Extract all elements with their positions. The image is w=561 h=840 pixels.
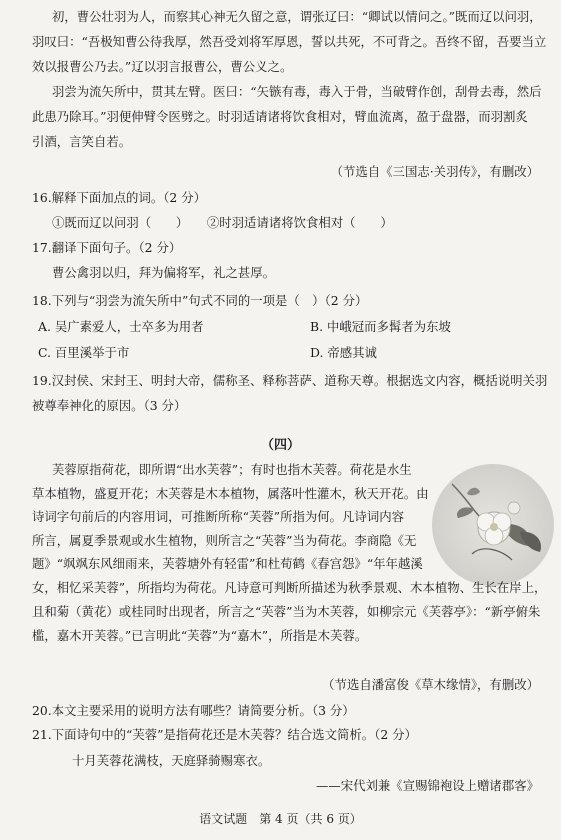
section4-row: 所言，属夏季景观或水生植物，则所言之“芙蓉”当为荷花。李商隐《无 bbox=[32, 532, 417, 548]
question-18: 18.下列与“羽尝为流矢所中”句式不同的一项是（ ）（2 分） bbox=[32, 293, 368, 308]
section4-paragraph-narrow bbox=[32, 458, 429, 576]
section4-row: 芙蓉原指荷花，即所谓“出水芙蓉”；有时也指木芙蓉。荷花是水生 bbox=[52, 462, 412, 477]
passage3-line-6: 引酒，言笑自若。 bbox=[32, 134, 132, 149]
question-19-line-2: 被尊奉神化的原因。（3 分） bbox=[32, 398, 187, 413]
section4-row: 诗词字句前后的内容用词，可推断所称“芙蓉”所指为何。凡诗词内容 bbox=[32, 509, 404, 525]
passage3-source: （节选自《三国志·关羽传》，有删改） bbox=[330, 164, 539, 179]
passage3-line-3: 效以报曹公乃去。”辽以羽言报曹公，曹公义之。 bbox=[32, 59, 293, 74]
q18-option-b: B. 中峨冠而多髯者为东坡 bbox=[310, 319, 451, 334]
flower-illustration-icon bbox=[432, 464, 554, 586]
page-footer: 语文试题 第 4 页（共 6 页） bbox=[199, 812, 362, 826]
section4-row: 题》“飒飒东风细雨来，芙蓉塘外有轻雷”和杜荀鹤《春宫怨》“年年越溪 bbox=[32, 556, 423, 572]
section4-full-line-2: 且和菊（黄花）或桂同时出现者，所言之“芙蓉”当为木芙蓉，如柳宗元《芙蓉亭》：“新亭俯朱 bbox=[32, 604, 541, 619]
question-17: 17.翻译下面句子。（2 分） bbox=[32, 240, 182, 255]
lotus-painting-image bbox=[432, 464, 554, 586]
question-21: 21.下面诗句中的“芙蓉”是指荷花还是木芙蓉？结合选文简析。（2 分） bbox=[32, 727, 417, 742]
section4-title: （四） bbox=[260, 438, 300, 453]
passage3-line-5: 此患乃除耳。”羽便伸臂令医劈之。时羽适请诸将饮食相对，臂血流离，盈于盘器，而羽割炙 bbox=[32, 109, 528, 124]
q18-option-c: C. 百里溪举于市 bbox=[38, 345, 130, 360]
q18-option-d: D. 帝感其诚 bbox=[310, 345, 377, 360]
question-19-line-1: 19.汉封侯、宋封王、明封大帝，儒称圣、释称菩萨、道称天尊。根据选文内容，概括说明关羽 bbox=[32, 373, 548, 388]
poem-line: 十月芙蓉花满枝，天庭驿骑赐寒衣。 bbox=[72, 753, 271, 768]
question-17-sentence: 曹公禽羽以归，拜为偏将军，礼之甚厚。 bbox=[52, 265, 276, 280]
question-20: 20.本文主要采用的说明方法有哪些？请简要分析。（3 分） bbox=[32, 703, 355, 718]
section4-row: 草本植物，盛夏开花；木芙蓉是木本植物，属落叶性灌木，秋天开花。由 bbox=[32, 485, 429, 501]
poem-attribution: ——宋代刘兼《宣赐锦袍设上赠诸郡客》 bbox=[315, 778, 539, 793]
question-16: 16.解释下面加点的词。（2 分） bbox=[32, 190, 207, 205]
section4-full-line-3: 槛，嘉木开芙蓉。”已言明此“芙蓉”为“嘉木”，所指是木芙蓉。 bbox=[32, 628, 368, 643]
section4-full-line-1: 女，相忆采芙蓉”，所指均为荷花。凡诗意可判断所描述为秋季景观、木本植物、生长在岸上， bbox=[32, 580, 547, 595]
question-16-items: ①既而辽以问羽（ ） ②时羽适请诸将饮食相对（ ） bbox=[52, 215, 393, 230]
section4-source: （节选自潘富俊《草木缘情》，有删改） bbox=[322, 677, 539, 692]
passage3-line-1: 初，曹公壮羽为人，而察其心神无久留之意，谓张辽曰：“卿试以情问之。”既而辽以问羽， bbox=[52, 9, 542, 24]
q18-option-a: A. 吴广素爱人，士卒多为用者 bbox=[38, 319, 204, 334]
passage3-line-2: 羽叹曰：“吾极知曹公待我厚，然吾受刘将军厚恩，誓以共死，不可背之。吾终不留，吾要当立 bbox=[32, 34, 547, 49]
passage3-line-4: 羽尝为流矢所中，贯其左臂。医曰：“矢镞有毒，毒入于骨，当破臂作创，刮骨去毒，然后 bbox=[52, 84, 542, 99]
